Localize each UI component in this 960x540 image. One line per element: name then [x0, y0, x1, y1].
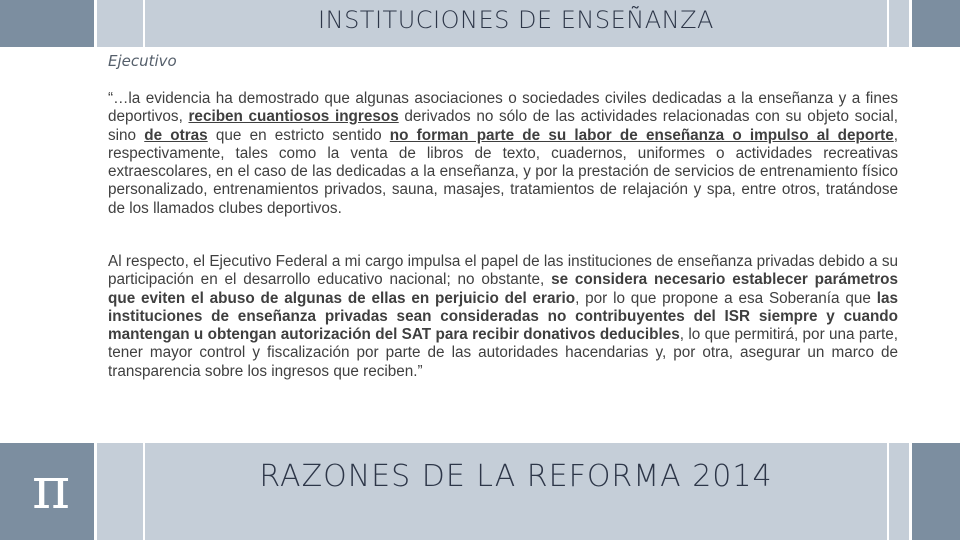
slide-title: INSTITUCIONES DE ENSEÑANZA — [318, 6, 714, 34]
header-block-mid-left — [97, 0, 143, 47]
p1-emphasis-2: de otras — [144, 126, 208, 144]
p2-text-2: , por lo que propone a esa Soberanía que — [575, 289, 877, 307]
p1-text-4: , respectivamente, tales como la venta de libros de texto, cuadernos, uniformes o actividades recreativas extraescolares, en el caso de las dedicadas a la enseñanza, y por la prestación de servicios de entrenamiento físico personalizado, entrenamientos privados, sauna, masajes, tratamientos de relajación y spa, entre otros, tratándose de los llamados clubes deportivos. — [108, 126, 899, 217]
p2-text-1: Al respecto, el Ejecutivo Federal a mi cargo impulsa el papel de las instituciones de enseñanza privadas debido a su participación en el desarrollo educativo nacional; no obstante, — [108, 253, 898, 289]
p1-text-2: derivados no sólo de las actividades relacionadas con su objeto social, sino — [108, 108, 898, 144]
p2-text-3: , lo que permitirá, por una parte, tener mayor control y fiscalización por parte de las autoridades hacendarias y, por otra, asegurar un marco de transparencia sobre los ingresos que reciben.” — [108, 326, 898, 380]
p2-emphasis-1: se considera necesario establecer parámetros que eviten el abuso de algunas de ellas en perjuicio del erario — [108, 271, 899, 307]
p2-emphasis-2: las instituciones de enseñanza privadas sean consideradas no contribuyentes del ISR siempre y cuando mantengan u obtengan autorización del SAT para recibir donativos deducibles — [108, 289, 898, 344]
footer-block-mid-left — [97, 443, 143, 540]
pi-logo-icon: π — [31, 454, 71, 522]
p1-text-1: “…la evidencia ha demostrado que algunas asociaciones o sociedades civiles dedicadas a la enseñanza y a fines deportivos, — [108, 90, 898, 126]
p1-emphasis-3: no forman parte de su labor de enseñanza o impulso al deporte — [389, 126, 894, 144]
header-block-right — [912, 0, 960, 47]
footer-title: RAZONES DE LA REFORMA 2014 — [259, 459, 773, 494]
footer-block-right — [912, 443, 960, 540]
quote-paragraph-1 — [108, 90, 898, 218]
header-block-left — [0, 0, 94, 47]
p1-text-3: que en estricto sentido — [207, 126, 390, 144]
p1-emphasis-1: reciben cuantiosos ingresos — [188, 108, 399, 126]
header-block-mid-right — [889, 0, 909, 47]
quote-paragraph-2 — [108, 253, 898, 381]
section-subtitle: Ejecutivo — [108, 52, 177, 70]
footer-block-mid-right — [889, 443, 909, 540]
